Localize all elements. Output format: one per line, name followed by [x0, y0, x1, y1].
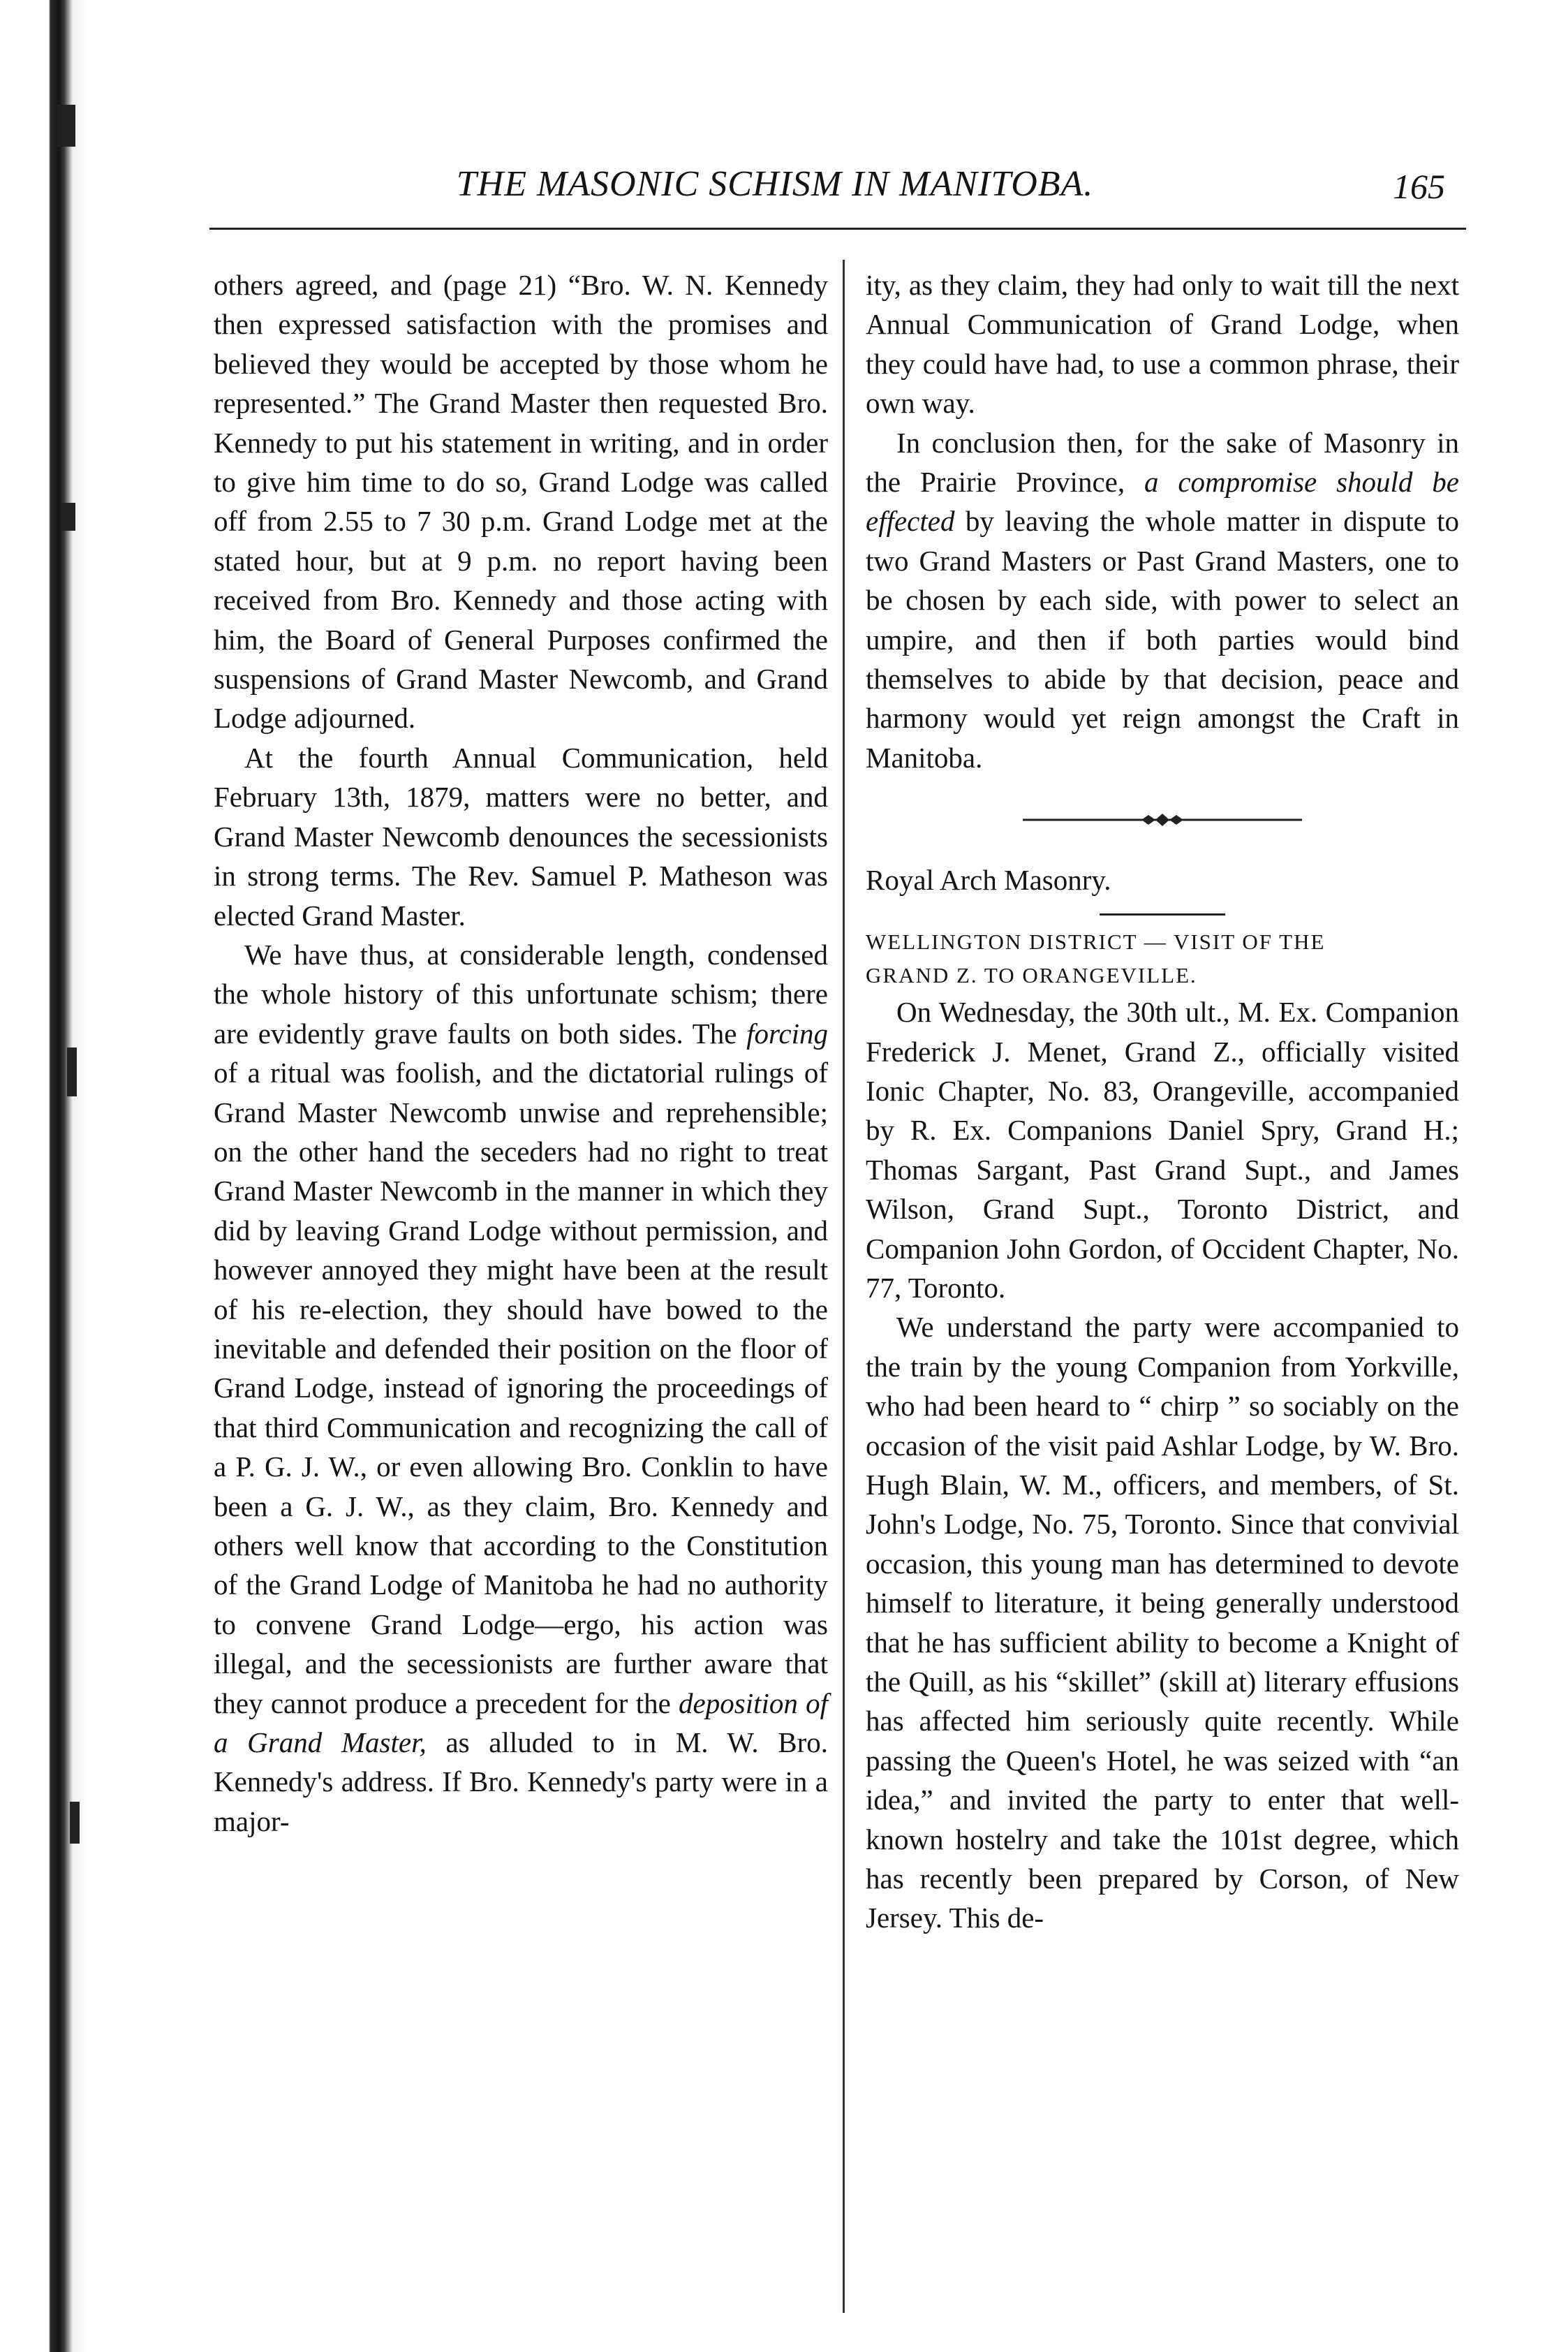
text-run: In conclusion then, for the sake of Masonry in the Prairie Province,	[866, 426, 1459, 499]
text-run: by leaving the whole matter in dispute to two Grand Masters or Past Grand Masters, one to be chosen by each side, with power to select an umpire, and then if both parties would bind themselves to abide by that decision, peace and harmony would yet reign amongst the Craft in Manitoba.	[866, 505, 1459, 774]
running-title: THE MASONIC SCHISM IN MANITOBA.	[456, 164, 1094, 204]
subheading: WELLINGTON DISTRICT — VISIT OF THE	[866, 929, 1326, 955]
binding-tab-mark	[57, 105, 75, 147]
text-run: We have thus, at considerable length, condensed the whole history of this unfortunate schism; there are evidently grave faults on both sides. The	[214, 938, 828, 1050]
column-divider	[843, 260, 845, 2313]
page-header	[209, 155, 1466, 232]
page-number: 165	[1393, 167, 1445, 206]
paragraph	[866, 423, 1459, 778]
binding-tab-mark	[67, 1048, 77, 1096]
italic-text: forcing	[746, 1017, 829, 1050]
paragraph: We understand the party were accompanied to the train by the young Companion from Yorkville, who had been heard to “ chirp ” so sociably on the occasion of the visit paid Ashlar Lodge, by W. Bro. Hugh Blain, W. M., officers, and members, of St. John's Lodge, No. 75, Toronto. Since that convivial occasion, this young man has determined to devote himself to literature, it being generally understood that he has sufficient ability to become a Knight of the Quill, as his “skillet” (skill at) literary effusions has affected him seriously quite recently. While passing the Queen's Hotel, he was seized with “an idea,” and invited the party to enter that well-known hostelry and take the 101st degree, which has recently been prepared by Corson, of New Jersey. This de-	[866, 1311, 1459, 1934]
paragraph: ity, as they claim, they had only to wait till the next Annual Communication of Grand Lodge, when they could have had, to use a common phrase, their own way.	[866, 269, 1459, 420]
section-title: Royal Arch Masonry.	[866, 863, 1111, 896]
italic-text: deposition of a Grand Master,	[214, 1686, 829, 1759]
paragraph	[214, 935, 828, 1841]
paragraph: At the fourth Annual Communication, held February 13th, 1879, matters were no better, and Grand Master Newcomb denounces the secessionists in strong terms. The Rev. Samuel P. Matheson was elected Grand Master.	[214, 741, 828, 932]
page-binding-edge	[0, 0, 88, 2352]
text-run: of a ritual was foolish, and the dictatorial rulings of Grand Master Newcomb unwise and reprehensible; on the other hand the seceders had no right to treat Grand Master Newcomb in the manner in which they did by leaving Grand Lodge without permission, and however annoyed they might have been at the result of his re-election, they should have bowed to the inevitable and defended their position on the floor of Grand Lodge, instead of ignoring the proceedings of that third Communication and recognizing the call of a P. G. J. W., or even allowing Bro. Conklin to have been a G. J. W., as they claim, Bro. Kennedy and others well know that according to the Constitution of the Grand Lodge of Manitoba he had no authority to convene Grand Lodge—ergo, his action was illegal, and the secessionists are further aware that they cannot produce a precedent for the	[214, 1057, 828, 1719]
header-rule	[209, 228, 1466, 230]
title-rule	[1100, 913, 1225, 916]
text-run: as alluded to in M. W. Bro. Kennedy's address. If Bro. Kennedy's party were in a major-	[214, 1726, 828, 1837]
subheading: GRAND Z. TO ORANGEVILLE.	[866, 963, 1197, 988]
binding-tab-mark	[60, 503, 75, 531]
section-divider-ornament	[866, 801, 1459, 840]
paragraph: others agreed, and (page 21) “Bro. W. N. Kennedy then expressed satisfaction with the promises and believed they would be accepted by those whom he represented.” The Grand Master then requested Bro. Kennedy to put his statement in writing, and in order to give him time to do so, Grand Lodge was called off from 2.55 to 7 30 p.m. Grand Lodge met at the stated hour, but at 9 p.m. no report having been received from Bro. Kennedy and those acting with him, the Board of General Purposes confirmed the suspensions of Grand Master Newcomb, and Grand Lodge adjourned.	[214, 269, 828, 735]
italic-text: a compromise should be effected	[866, 466, 1459, 538]
ornament-rule-icon	[1023, 809, 1302, 830]
left-column	[214, 265, 828, 1841]
paragraph: On Wednesday, the 30th ult., M. Ex. Companion Frederick J. Menet, Grand Z., officially visited Ionic Chapter, No. 83, Orangeville, accompanied by R. Ex. Companions Daniel Spry, Grand H.; Thomas Sargant, Past Grand Supt., and James Wilson, Grand Supt., Toronto District, and Companion John Gordon, of Occident Chapter, No. 77, Toronto.	[866, 996, 1459, 1304]
right-column	[866, 265, 1459, 1938]
binding-tab-mark	[70, 1802, 80, 1844]
